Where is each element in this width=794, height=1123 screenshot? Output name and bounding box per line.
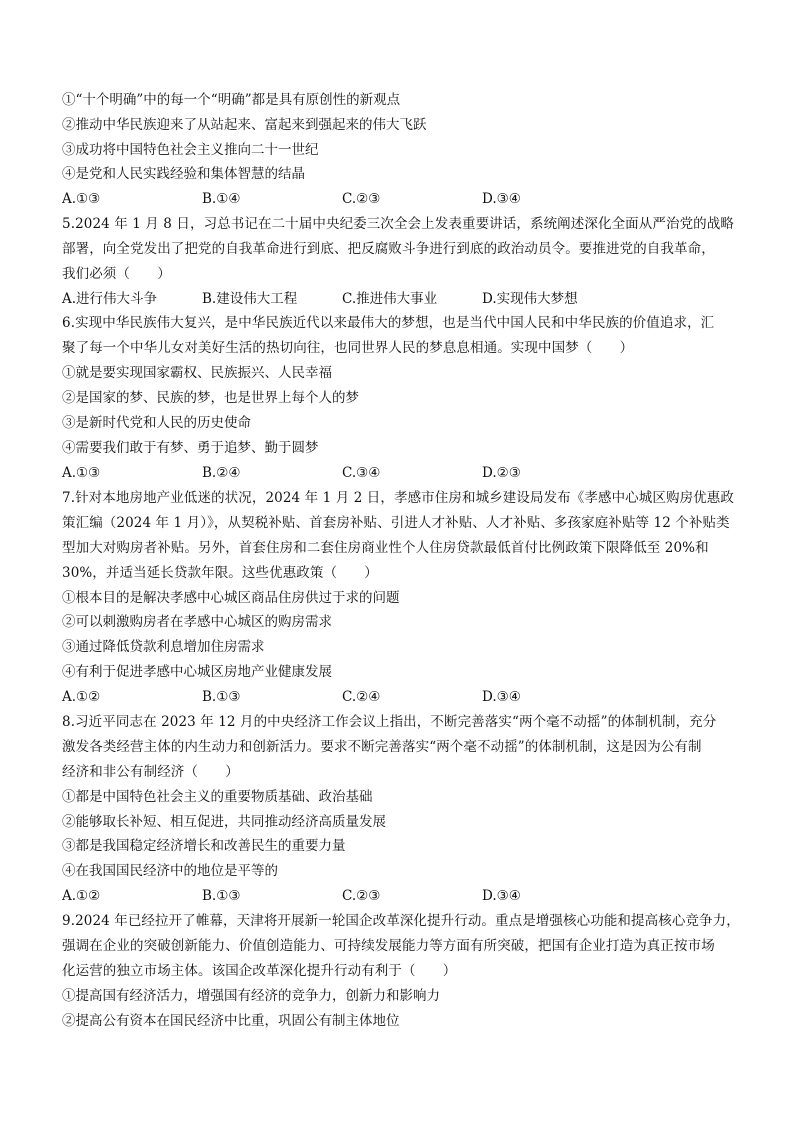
q4-item-2: ②推动中华民族迎来了从站起来、富起来到强起来的伟大飞跃 <box>62 117 427 133</box>
q4-options <box>62 189 742 209</box>
q9-item-2: ②提高公有资本在国民经济中比重，巩固公有制主体地位 <box>62 1013 400 1029</box>
q6-item-1: ①就是要实现国家霸权、民族振兴、人民幸福 <box>62 365 332 381</box>
q4-option-b[interactable]: B.①④ <box>202 191 241 207</box>
q8-stem-line-3: 经济和非公有制经济（ ） <box>62 764 239 780</box>
q9-stem-line-3: 化运营的独立市场主体。该国企改革深化提升行动有利于（ ） <box>62 963 457 979</box>
q7-item-1: ①根本目的是解决孝感中心城区商品住房供过于求的问题 <box>62 590 400 606</box>
q4-item-4: ④是党和人民实践经验和集体智慧的结晶 <box>62 166 305 182</box>
q7-stem-line-2: 策汇编（2024 年 1 月）》，从契税补贴、首套房补贴、引进人才补贴、人才补贴、多孩家庭补贴等 12 个补贴类 <box>62 515 730 531</box>
q6-item-4: ④需要我们敢于有梦、勇于追梦、勤于圆梦 <box>62 440 319 456</box>
q6-option-c[interactable]: C.③④ <box>342 465 381 481</box>
q4-option-c[interactable]: C.②③ <box>342 191 381 207</box>
q7-options <box>62 687 742 707</box>
q6-option-d[interactable]: D.②③ <box>482 465 521 481</box>
q4-item-1: ①“十个明确”中的每一个“明确”都是具有原创性的新观点 <box>62 92 401 108</box>
q9-stem-line-1: 9.2024 年已经拉开了帷幕，天津将开展新一轮国企改革深化提升行动。重点是增强核心功能和提高核心竞争力， <box>62 913 740 929</box>
q6-stem-line-1: 6.实现中华民族伟大复兴，是中华民族近代以来最伟大的梦想，也是当代中国人民和中华民族的价值追求，汇 <box>62 315 715 331</box>
q8-option-b[interactable]: B.①③ <box>202 888 241 904</box>
q8-option-d[interactable]: D.③④ <box>482 888 521 904</box>
q8-options <box>62 886 742 906</box>
q7-stem-line-1: 7.针对本地房地产业低迷的状况，2024 年 1 月 2 日，孝感市住房和城乡建设局发布《孝感中心城区购房优惠政 <box>62 490 734 506</box>
q7-stem-line-3: 型加大对购房者补贴。另外，首套住房和二套住房商业性个人住房贷款最低首付比例政策下限降低至 20%和 <box>62 540 709 556</box>
q8-stem-line-1: 8.习近平同志在 2023 年 12 月的中央经济工作会议上指出，不断完善落实“两个毫不动摇”的体制机制，充分 <box>62 714 717 730</box>
q8-option-a[interactable]: A.①② <box>62 888 101 904</box>
q7-item-2: ②可以刺激购房者在孝感中心城区的购房需求 <box>62 614 332 630</box>
q7-stem-line-4: 30%，并适当延长贷款年限。这些优惠政策（ ） <box>62 565 378 581</box>
q9-stem-line-2: 强调在企业的突破创新能力、价值创造能力、可持续发展能力等方面有所突破，把国有企业打造为真正按市场 <box>62 938 715 954</box>
q9-item-1: ①提高国有经济活力，增强国有经济的竞争力，创新力和影响力 <box>62 988 440 1004</box>
q6-options <box>62 463 742 483</box>
q6-item-3: ③是新时代党和人民的历史使命 <box>62 415 251 431</box>
q5-option-b[interactable]: B.建设伟大工程 <box>202 291 298 307</box>
q5-stem-line-1: 5.2024 年 1 月 8 日，习总书记在二十届中央纪委三次全会上发表重要讲话，系统阐述深化全面从严治党的战略 <box>62 216 734 232</box>
q6-item-2: ②是国家的梦、民族的梦，也是世界上每个人的梦 <box>62 390 359 406</box>
q8-option-c[interactable]: C.②③ <box>342 888 381 904</box>
q7-option-b[interactable]: B.①③ <box>202 689 241 705</box>
q4-option-a[interactable]: A.①③ <box>62 191 101 207</box>
q8-item-4: ④在我国国民经济中的地位是平等的 <box>62 863 278 879</box>
q5-option-c[interactable]: C.推进伟大事业 <box>342 291 438 307</box>
q5-option-d[interactable]: D.实现伟大梦想 <box>482 291 578 307</box>
q7-item-3: ③通过降低贷款利息增加住房需求 <box>62 639 265 655</box>
q5-stem-line-3: 我们必须（ ） <box>62 266 171 282</box>
q7-item-4: ④有利于促进孝感中心城区房地产业健康发展 <box>62 664 332 680</box>
q5-options <box>62 289 742 309</box>
q8-item-2: ②能够取长补短、相互促进，共同推动经济高质量发展 <box>62 814 386 830</box>
q7-option-c[interactable]: C.②④ <box>342 689 381 705</box>
q8-item-1: ①都是中国特色社会主义的重要物质基础、政治基础 <box>62 789 373 805</box>
q7-option-a[interactable]: A.①② <box>62 689 101 705</box>
q4-item-3: ③成功将中国特色社会主义推向二十一世纪 <box>62 142 319 158</box>
q5-option-a[interactable]: A.进行伟大斗争 <box>62 291 158 307</box>
q6-stem-line-2: 聚了每一个中华儿女对美好生活的热切向往，也同世界人民的梦息息相通。实现中国梦（ ） <box>62 340 634 356</box>
q7-option-d[interactable]: D.③④ <box>482 689 521 705</box>
q5-stem-line-2: 部署，向全党发出了把党的自我革命进行到底、把反腐败斗争进行到底的政治动员令。要推进党的自我革命， <box>62 241 715 257</box>
q6-option-b[interactable]: B.②④ <box>202 465 241 481</box>
q8-item-3: ③都是我国稳定经济增长和改善民生的重要力量 <box>62 838 346 854</box>
q8-stem-line-2: 激发各类经营主体的内生动力和创新活力。要求不断完善落实“两个毫不动摇”的体制机制，这是因为公有制 <box>62 739 702 755</box>
q6-option-a[interactable]: A.①③ <box>62 465 101 481</box>
q4-option-d[interactable]: D.③④ <box>482 191 521 207</box>
